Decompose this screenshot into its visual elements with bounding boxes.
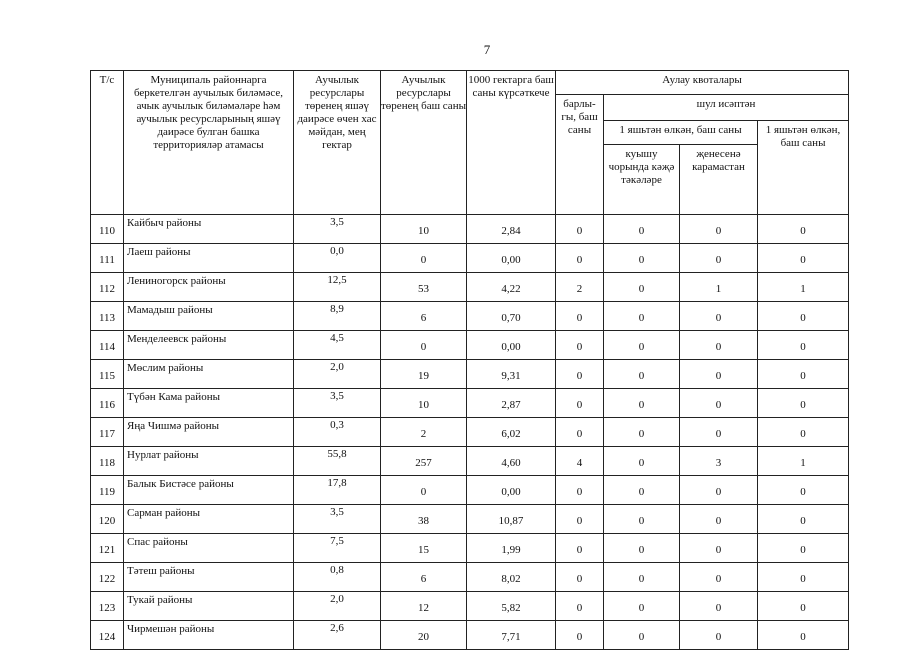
quota-nesting-males: 0 xyxy=(604,563,680,592)
quota-nesting-males: 0 xyxy=(604,215,680,244)
quota-under-one: 0 xyxy=(758,331,849,360)
quota-nesting-males: 0 xyxy=(604,302,680,331)
row-number: 123 xyxy=(91,592,124,621)
quota-any-sex: 0 xyxy=(680,592,758,621)
row-number: 122 xyxy=(91,563,124,592)
district-name: Нурлат районы xyxy=(124,447,294,476)
habitat-area: 2,0 xyxy=(294,592,381,621)
district-name: Тәтеш районы xyxy=(124,563,294,592)
habitat-area: 12,5 xyxy=(294,273,381,302)
density-per-1000ha: 1,99 xyxy=(467,534,556,563)
quota-any-sex: 0 xyxy=(680,215,758,244)
quota-nesting-males: 0 xyxy=(604,505,680,534)
density-per-1000ha: 5,82 xyxy=(467,592,556,621)
quota-any-sex: 0 xyxy=(680,418,758,447)
quota-nesting-males: 0 xyxy=(604,447,680,476)
district-name: Түбән Кама районы xyxy=(124,389,294,418)
population-count: 19 xyxy=(381,360,467,389)
quota-under-one: 0 xyxy=(758,389,849,418)
quota-any-sex: 0 xyxy=(680,302,758,331)
header-over-one: 1 яшьтән өлкән, баш саны xyxy=(604,121,757,145)
quota-any-sex: 3 xyxy=(680,447,758,476)
quota-under-one: 0 xyxy=(758,418,849,447)
quota-nesting-males: 0 xyxy=(604,331,680,360)
table-row xyxy=(91,534,849,563)
quota-any-sex: 0 xyxy=(680,534,758,563)
row-number: 120 xyxy=(91,505,124,534)
density-per-1000ha: 8,02 xyxy=(467,563,556,592)
population-count: 10 xyxy=(381,215,467,244)
density-per-1000ha: 0,70 xyxy=(467,302,556,331)
quota-total: 0 xyxy=(556,244,604,273)
quota-any-sex: 0 xyxy=(680,505,758,534)
quota-nesting-males: 0 xyxy=(604,621,680,650)
habitat-area: 55,8 xyxy=(294,447,381,476)
row-number: 117 xyxy=(91,418,124,447)
row-number: 121 xyxy=(91,534,124,563)
district-name: Спас районы xyxy=(124,534,294,563)
quota-nesting-males: 0 xyxy=(604,360,680,389)
quota-under-one: 0 xyxy=(758,563,849,592)
quota-under-one: 1 xyxy=(758,447,849,476)
district-name: Чирмешән районы xyxy=(124,621,294,650)
quota-under-one: 0 xyxy=(758,592,849,621)
table-row xyxy=(91,331,849,360)
quota-nesting-males: 0 xyxy=(604,418,680,447)
table-body xyxy=(91,215,849,650)
quota-under-one: 0 xyxy=(758,476,849,505)
table-row xyxy=(91,273,849,302)
quota-total: 0 xyxy=(556,592,604,621)
density-per-1000ha: 0,00 xyxy=(467,331,556,360)
population-count: 0 xyxy=(381,476,467,505)
quota-any-sex: 0 xyxy=(680,621,758,650)
row-number: 116 xyxy=(91,389,124,418)
header-nesting: куышу чорында кәҗә тәкәләре xyxy=(604,145,680,214)
district-name: Сарман районы xyxy=(124,505,294,534)
population-count: 257 xyxy=(381,447,467,476)
quota-any-sex: 0 xyxy=(680,331,758,360)
quota-under-one: 0 xyxy=(758,302,849,331)
quota-under-one: 0 xyxy=(758,244,849,273)
quota-total: 0 xyxy=(556,534,604,563)
habitat-area: 2,6 xyxy=(294,621,381,650)
quota-under-one: 0 xyxy=(758,360,849,389)
header-area: Аучылык ресурслары төренең яшәү даирәсе өчен хас мәйдан, мең гектар xyxy=(294,71,381,215)
quota-under-one: 0 xyxy=(758,534,849,563)
density-per-1000ha: 9,31 xyxy=(467,360,556,389)
population-count: 0 xyxy=(381,244,467,273)
density-per-1000ha: 4,22 xyxy=(467,273,556,302)
row-number: 115 xyxy=(91,360,124,389)
row-number: 110 xyxy=(91,215,124,244)
district-name: Менделеевск районы xyxy=(124,331,294,360)
header-over-one-group xyxy=(604,121,758,215)
density-per-1000ha: 4,60 xyxy=(467,447,556,476)
quota-any-sex: 0 xyxy=(680,476,758,505)
quota-total: 4 xyxy=(556,447,604,476)
quota-any-sex: 0 xyxy=(680,563,758,592)
population-count: 12 xyxy=(381,592,467,621)
table-row xyxy=(91,360,849,389)
row-number: 114 xyxy=(91,331,124,360)
habitat-area: 0,8 xyxy=(294,563,381,592)
habitat-area: 3,5 xyxy=(294,505,381,534)
row-number: 124 xyxy=(91,621,124,650)
density-per-1000ha: 10,87 xyxy=(467,505,556,534)
habitat-area: 7,5 xyxy=(294,534,381,563)
habitat-area: 2,0 xyxy=(294,360,381,389)
quota-nesting-males: 0 xyxy=(604,592,680,621)
district-name: Тукай районы xyxy=(124,592,294,621)
quota-any-sex: 0 xyxy=(680,244,758,273)
density-per-1000ha: 6,02 xyxy=(467,418,556,447)
quota-nesting-males: 0 xyxy=(604,476,680,505)
table-row xyxy=(91,302,849,331)
table-row xyxy=(91,563,849,592)
quota-total: 0 xyxy=(556,563,604,592)
table-row xyxy=(91,505,849,534)
population-count: 6 xyxy=(381,563,467,592)
district-name: Балык Бистәсе районы xyxy=(124,476,294,505)
quota-total: 0 xyxy=(556,621,604,650)
district-name: Мөслим районы xyxy=(124,360,294,389)
district-name: Лениногорск районы xyxy=(124,273,294,302)
habitat-area: 4,5 xyxy=(294,331,381,360)
population-count: 38 xyxy=(381,505,467,534)
density-per-1000ha: 2,84 xyxy=(467,215,556,244)
quota-total: 0 xyxy=(556,389,604,418)
quota-any-sex: 0 xyxy=(680,360,758,389)
density-per-1000ha: 7,71 xyxy=(467,621,556,650)
quota-nesting-males: 0 xyxy=(604,244,680,273)
row-number: 119 xyxy=(91,476,124,505)
district-name: Кайбыч районы xyxy=(124,215,294,244)
header-under-one: 1 яшьтән өлкән, баш саны xyxy=(758,121,849,215)
header-count: Аучылык ресурслары төренең баш саны xyxy=(381,71,467,215)
header-quotas: Аулау квоталары xyxy=(556,71,849,95)
density-per-1000ha: 0,00 xyxy=(467,476,556,505)
population-count: 15 xyxy=(381,534,467,563)
density-per-1000ha: 0,00 xyxy=(467,244,556,273)
quota-nesting-males: 0 xyxy=(604,389,680,418)
row-number: 118 xyxy=(91,447,124,476)
header-total: барлы-гы, баш саны xyxy=(556,95,604,215)
district-name: Яңа Чишмә районы xyxy=(124,418,294,447)
quota-total: 0 xyxy=(556,215,604,244)
row-number: 112 xyxy=(91,273,124,302)
population-count: 0 xyxy=(381,331,467,360)
quota-total: 2 xyxy=(556,273,604,302)
quota-nesting-males: 0 xyxy=(604,534,680,563)
habitat-area: 0,3 xyxy=(294,418,381,447)
header-any-sex: җенесенә карамастан xyxy=(692,148,745,173)
row-number: 111 xyxy=(91,244,124,273)
quota-under-one: 1 xyxy=(758,273,849,302)
table-row xyxy=(91,418,849,447)
table-row xyxy=(91,244,849,273)
population-count: 2 xyxy=(381,418,467,447)
quota-total: 0 xyxy=(556,476,604,505)
habitat-area: 3,5 xyxy=(294,215,381,244)
density-per-1000ha: 2,87 xyxy=(467,389,556,418)
habitat-area: 0,0 xyxy=(294,244,381,273)
header-sub-split xyxy=(604,145,757,214)
quota-total: 0 xyxy=(556,331,604,360)
header-of-which: шул исәптән xyxy=(604,95,849,121)
header-density: 1000 гектарга баш саны күрсәткече xyxy=(467,71,556,215)
quota-any-sex: 0 xyxy=(680,389,758,418)
header-name: Муниципаль районнарга беркетелгән аучылык биләмәсе, ачык аучылык биләмәләре һәм аучылык ресурсларының яшәү даирәсе булган башка территорияләр атамасы xyxy=(124,71,294,215)
table-header xyxy=(91,71,849,215)
header-tc: Т/с xyxy=(91,71,124,215)
habitat-area: 3,5 xyxy=(294,389,381,418)
quota-under-one: 0 xyxy=(758,621,849,650)
quota-under-one: 0 xyxy=(758,505,849,534)
quota-under-one: 0 xyxy=(758,215,849,244)
district-name: Лаеш районы xyxy=(124,244,294,273)
table-row xyxy=(91,389,849,418)
table-row xyxy=(91,215,849,244)
population-count: 10 xyxy=(381,389,467,418)
habitat-area: 17,8 xyxy=(294,476,381,505)
quota-total: 0 xyxy=(556,505,604,534)
district-name: Мамадыш районы xyxy=(124,302,294,331)
row-number: 113 xyxy=(91,302,124,331)
quota-any-sex: 1 xyxy=(680,273,758,302)
table-row xyxy=(91,621,849,650)
habitat-area: 8,9 xyxy=(294,302,381,331)
quota-total: 0 xyxy=(556,302,604,331)
table-row xyxy=(91,447,849,476)
quota-total: 0 xyxy=(556,360,604,389)
population-count: 6 xyxy=(381,302,467,331)
quota-total: 0 xyxy=(556,418,604,447)
hunting-quota-table xyxy=(90,70,849,650)
population-count: 20 xyxy=(381,621,467,650)
population-count: 53 xyxy=(381,273,467,302)
table-row xyxy=(91,592,849,621)
table-row xyxy=(91,476,849,505)
page-number: 7 xyxy=(483,42,491,57)
quota-nesting-males: 0 xyxy=(604,273,680,302)
